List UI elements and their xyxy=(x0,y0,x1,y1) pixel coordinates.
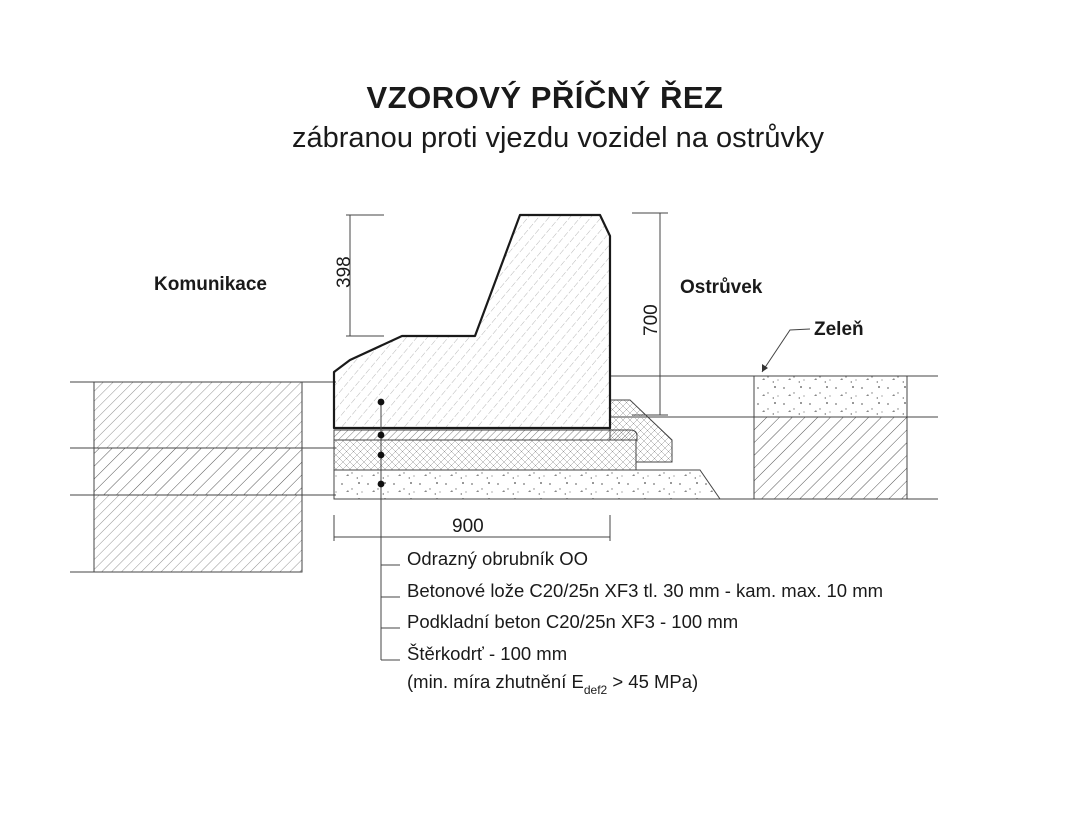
page-title: VZOROVÝ PŘÍČNÝ ŘEZ xyxy=(366,80,724,115)
gravel-subbase xyxy=(334,470,720,499)
note-prefix: (min. míra zhutnění E xyxy=(407,671,584,692)
road-structure xyxy=(94,382,302,572)
zelen-leader xyxy=(762,329,810,372)
region-label-zelen: Zeleň xyxy=(814,319,864,340)
barrier-curb xyxy=(334,215,610,428)
legend-item-base-concrete: Podkladní beton C20/25n XF3 - 100 mm xyxy=(407,611,739,632)
page-subtitle: zábranou proti vjezdu vozidel na ostrůvky xyxy=(292,122,824,154)
dimension-398: 398 xyxy=(334,256,355,288)
legend-compaction-note xyxy=(407,671,698,697)
legend-item-gravel: Štěrkodrť - 100 mm xyxy=(407,643,568,664)
note-suffix: > 45 MPa) xyxy=(607,671,699,692)
greenery-structure xyxy=(754,376,907,499)
region-label-ostruvek: Ostrůvek xyxy=(680,277,763,298)
legend-item-bedding: Betonové lože C20/25n XF3 tl. 30 mm - kam. max. 10 mm xyxy=(407,580,884,601)
dimension-900: 900 xyxy=(452,516,484,537)
region-label-komunikace: Komunikace xyxy=(154,274,267,295)
legend-item-curb: Odrazný obrubník OO xyxy=(407,548,588,569)
note-subscript: def2 xyxy=(583,683,608,697)
dimension-700: 700 xyxy=(641,304,662,336)
